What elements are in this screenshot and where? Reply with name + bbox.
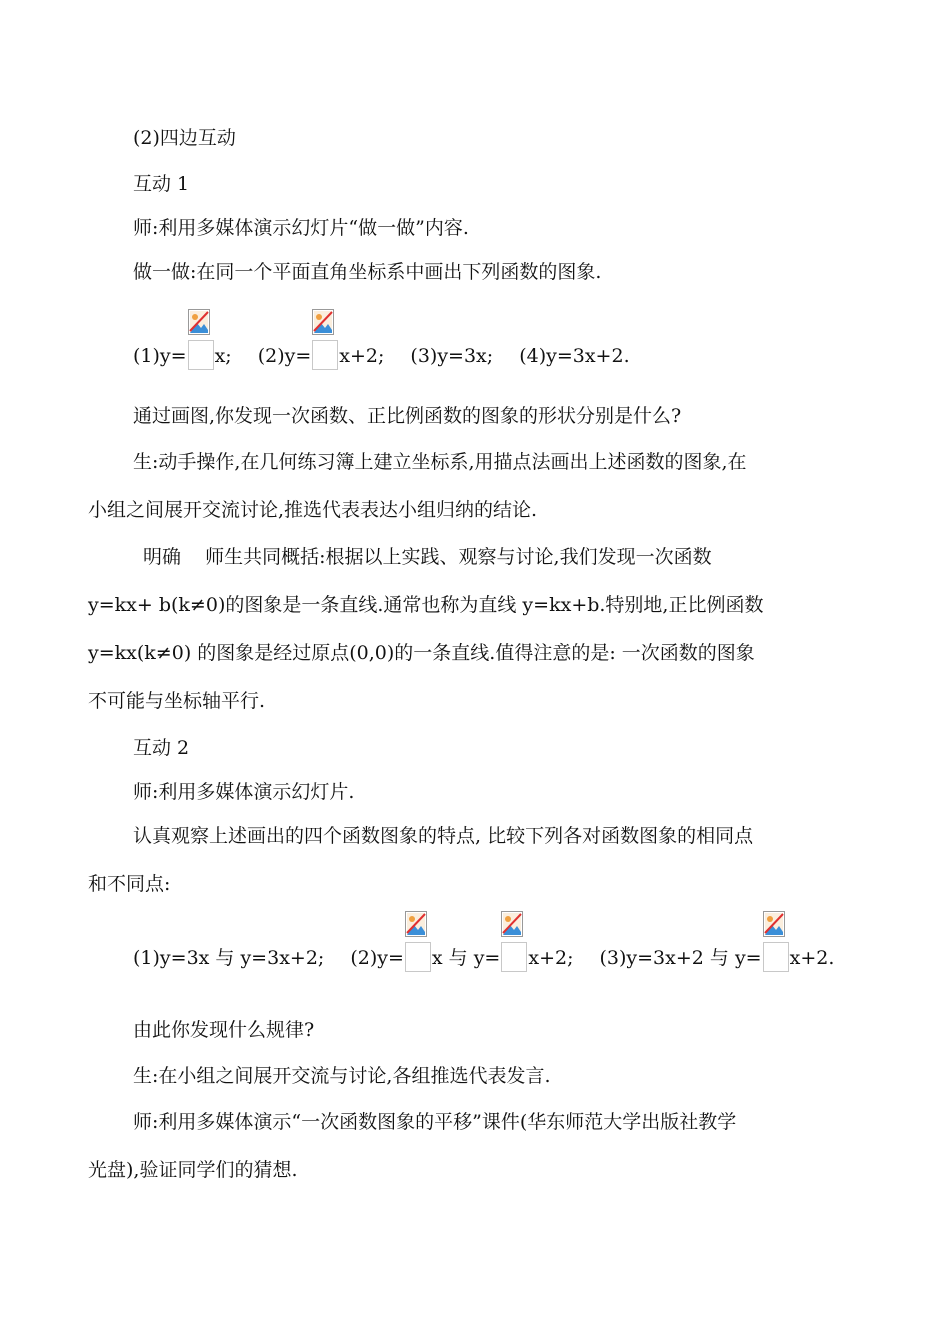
eq1-part-a: (1)y= xyxy=(133,345,187,367)
eq1-part-b: x; xyxy=(214,345,232,367)
student-line-2: 生:在小组之间展开交流与讨论,各组推选代表发言. xyxy=(133,1065,551,1087)
broken-image-icon xyxy=(501,911,523,937)
section-heading: (2)四边互动 xyxy=(133,127,236,149)
broken-image-icon xyxy=(763,911,785,937)
question-line: 通过画图,你发现一次函数、正比例函数的图象的形状分别是什么? xyxy=(133,405,682,427)
conclusion-line-2: y=kx+ b(k≠0)的图象是一条直线.通常也称为直线 y=kx+b.特别地,正比例函数 xyxy=(88,594,764,616)
interaction-heading-2: 互动 2 xyxy=(133,737,190,759)
conclusion-line-4: 不可能与坐标轴平行. xyxy=(88,690,266,712)
image-placeholder xyxy=(501,942,527,972)
eq2-part-f: x+2. xyxy=(789,947,835,969)
conclusion-line-3: y=kx(k≠0) 的图象是经过原点(0,0)的一条直线.值得注意的是: 一次函数的图象 xyxy=(88,642,755,664)
equation-row-2 xyxy=(133,912,834,972)
teacher-line-3a: 师:利用多媒体演示“一次函数图象的平移”课件(华东师范大学出版社教学 xyxy=(133,1111,737,1133)
image-placeholder xyxy=(188,340,214,370)
conclusion-line-1: 明确 师生共同概括:根据以上实践、观察与讨论,我们发现一次函数 xyxy=(143,546,712,568)
eq1-part-c: (2)y= xyxy=(257,345,312,367)
eq1-part-e: (3)y=3x; xyxy=(410,345,494,367)
image-placeholder xyxy=(763,942,789,972)
eq2-part-e: (3)y=3x+2 与 y= xyxy=(599,947,762,969)
observe-line-1: 认真观察上述画出的四个函数图象的特点, 比较下列各对函数图象的相同点 xyxy=(133,825,754,847)
eq2-part-a: (1)y=3x 与 y=3x+2; xyxy=(133,947,325,969)
broken-image-icon xyxy=(188,309,210,335)
student-line-1a: 生:动手操作,在几何练习簿上建立坐标系,用描点法画出上述函数的图象,在 xyxy=(133,451,747,473)
equation-row-1 xyxy=(133,330,630,370)
eq2-part-d: x+2; xyxy=(528,947,574,969)
image-placeholder xyxy=(405,942,431,972)
teacher-line-3b: 光盘),验证同学们的猜想. xyxy=(88,1159,298,1181)
eq2-part-c: x 与 y= xyxy=(431,947,501,969)
eq1-part-d: x+2; xyxy=(339,345,385,367)
interaction-heading-1: 互动 1 xyxy=(133,173,190,195)
image-placeholder xyxy=(312,340,338,370)
student-line-1b: 小组之间展开交流讨论,推选代表表达小组归纳的结论. xyxy=(88,499,538,521)
eq2-part-b: (2)y= xyxy=(350,947,404,969)
broken-image-icon xyxy=(405,911,427,937)
rule-question: 由此你发现什么规律? xyxy=(133,1019,315,1041)
eq1-part-f: (4)y=3x+2. xyxy=(519,345,630,367)
observe-line-2: 和不同点: xyxy=(88,873,171,895)
exercise-prompt: 做一做:在同一个平面直角坐标系中画出下列函数的图象. xyxy=(133,261,602,283)
broken-image-icon xyxy=(312,309,334,335)
teacher-line-1: 师:利用多媒体演示幻灯片“做一做”内容. xyxy=(133,217,469,239)
teacher-line-2: 师:利用多媒体演示幻灯片. xyxy=(133,781,355,803)
